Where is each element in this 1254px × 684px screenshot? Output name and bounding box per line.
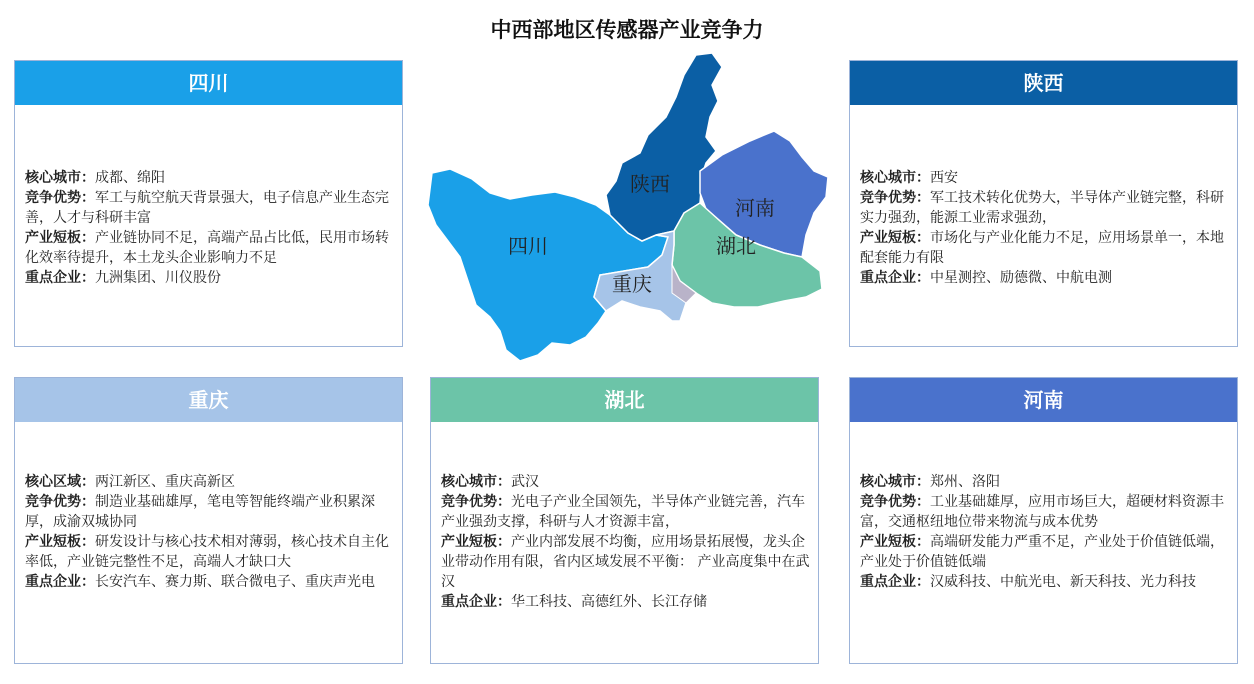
core-area-value: 两江新区、重庆高新区 bbox=[95, 474, 235, 490]
core-city-label: 核心城市： bbox=[441, 474, 511, 490]
enterprise-value: 九洲集团、川仪股份 bbox=[95, 270, 221, 286]
map-label-shaanxi: 陕西 bbox=[630, 172, 670, 196]
core-city-row bbox=[860, 168, 1231, 188]
core-city-label: 核心城市： bbox=[860, 170, 930, 186]
region-map bbox=[410, 45, 850, 375]
advantage-label: 竞争优势： bbox=[25, 190, 95, 206]
advantage-row bbox=[860, 492, 1231, 532]
enterprise-row bbox=[25, 268, 396, 288]
core-city-value: 郑州、洛阳 bbox=[930, 474, 1000, 490]
weakness-label: 产业短板： bbox=[25, 534, 95, 550]
weakness-value: 市场化与产业化能力不足，应用场景单一，本地配套能力有限 bbox=[860, 230, 1224, 266]
core-city-label: 核心城市： bbox=[25, 170, 95, 186]
weakness-row bbox=[860, 532, 1231, 572]
enterprise-label: 重点企业： bbox=[441, 594, 511, 610]
advantage-label: 竞争优势： bbox=[860, 190, 930, 206]
enterprise-row bbox=[860, 268, 1231, 288]
advantage-value: 军工技术转化优势大，半导体产业链完整，科研实力强劲，能源工业需求强劲， bbox=[860, 190, 1224, 226]
enterprise-label: 重点企业： bbox=[25, 270, 95, 286]
weakness-row bbox=[25, 532, 396, 572]
weakness-label: 产业短板： bbox=[25, 230, 95, 246]
weakness-row bbox=[441, 532, 812, 592]
map-label-henan: 河南 bbox=[735, 196, 775, 220]
enterprise-row bbox=[441, 592, 812, 612]
panel-hubei bbox=[430, 377, 819, 664]
weakness-row bbox=[860, 228, 1231, 268]
panel-henan-header: 河南 bbox=[850, 378, 1237, 422]
enterprise-value: 中星测控、励德微、中航电测 bbox=[930, 270, 1112, 286]
advantage-value: 制造业基础雄厚，笔电等智能终端产业积累深厚，成渝双城协同 bbox=[25, 494, 375, 530]
enterprise-label: 重点企业： bbox=[25, 574, 95, 590]
weakness-value: 研发设计与核心技术相对薄弱，核心技术自主化率低，产业链完整性不足，高端人才缺口大 bbox=[25, 534, 389, 570]
weakness-label: 产业短板： bbox=[441, 534, 511, 550]
weakness-value: 产业内部发展不均衡，应用场景拓展慢，龙头企业带动作用有限，省内区域发展不平衡： 产业高度集中在武汉 bbox=[441, 534, 810, 590]
weakness-value: 高端研发能力严重不足，产业处于价值链低端，产业处于价值链低端 bbox=[860, 534, 1224, 570]
panel-henan bbox=[849, 377, 1238, 664]
advantage-row bbox=[441, 492, 812, 532]
panel-hubei-header: 湖北 bbox=[431, 378, 818, 422]
panel-chongqing-header: 重庆 bbox=[15, 378, 402, 422]
core-city-value: 武汉 bbox=[511, 474, 539, 490]
core-area-row bbox=[25, 472, 396, 492]
core-city-row bbox=[860, 472, 1231, 492]
panel-henan-body bbox=[860, 472, 1231, 592]
chart-title: 中西部地区传感器产业竞争力 bbox=[490, 17, 764, 42]
core-city-label: 核心城市： bbox=[860, 474, 930, 490]
panel-sichuan-header: 四川 bbox=[15, 61, 402, 105]
panel-shaanxi-body bbox=[860, 168, 1231, 288]
panel-shaanxi bbox=[849, 60, 1238, 347]
enterprise-label: 重点企业： bbox=[860, 270, 930, 286]
advantage-row bbox=[25, 188, 396, 228]
advantage-label: 竞争优势： bbox=[25, 494, 95, 510]
enterprise-row bbox=[860, 572, 1231, 592]
weakness-label: 产业短板： bbox=[860, 230, 930, 246]
advantage-label: 竞争优势： bbox=[441, 494, 511, 510]
weakness-value: 产业链协同不足，高端产品占比低，民用市场转化效率待提升，本土龙头企业影响力不足 bbox=[25, 230, 389, 266]
panel-chongqing bbox=[14, 377, 403, 664]
core-city-row bbox=[25, 168, 396, 188]
advantage-value: 光电子产业全国领先，半导体产业链完善，汽车产业强劲支撑，科研与人才资源丰富， bbox=[441, 494, 805, 530]
enterprise-value: 长安汽车、赛力斯、联合微电子、重庆声光电 bbox=[95, 574, 375, 590]
advantage-label: 竞争优势： bbox=[860, 494, 930, 510]
advantage-value: 工业基础雄厚，应用市场巨大，超硬材料资源丰富，交通枢纽地位带来物流与成本优势 bbox=[860, 494, 1224, 530]
enterprise-row bbox=[25, 572, 396, 592]
advantage-row bbox=[25, 492, 396, 532]
advantage-row bbox=[860, 188, 1231, 228]
enterprise-value: 汉威科技、中航光电、新天科技、光力科技 bbox=[930, 574, 1196, 590]
weakness-row bbox=[25, 228, 396, 268]
map-label-sichuan: 四川 bbox=[508, 234, 548, 258]
weakness-label: 产业短板： bbox=[860, 534, 930, 550]
core-area-label: 核心区域： bbox=[25, 474, 95, 490]
map-label-chongqing: 重庆 bbox=[612, 272, 652, 296]
advantage-value: 军工与航空航天背景强大，电子信息产业生态完善，人才与科研丰富 bbox=[25, 190, 389, 226]
panel-shaanxi-header: 陕西 bbox=[850, 61, 1237, 105]
core-city-value: 成都、绵阳 bbox=[95, 170, 165, 186]
panel-sichuan bbox=[14, 60, 403, 347]
map-label-hubei: 湖北 bbox=[716, 234, 756, 258]
enterprise-value: 华工科技、高德红外、长江存储 bbox=[511, 594, 707, 610]
enterprise-label: 重点企业： bbox=[860, 574, 930, 590]
panel-hubei-body bbox=[441, 472, 812, 612]
core-city-value: 西安 bbox=[930, 170, 958, 186]
panel-sichuan-body bbox=[25, 168, 396, 288]
map-svg bbox=[410, 45, 850, 375]
panel-chongqing-body bbox=[25, 472, 396, 592]
core-city-row bbox=[441, 472, 812, 492]
